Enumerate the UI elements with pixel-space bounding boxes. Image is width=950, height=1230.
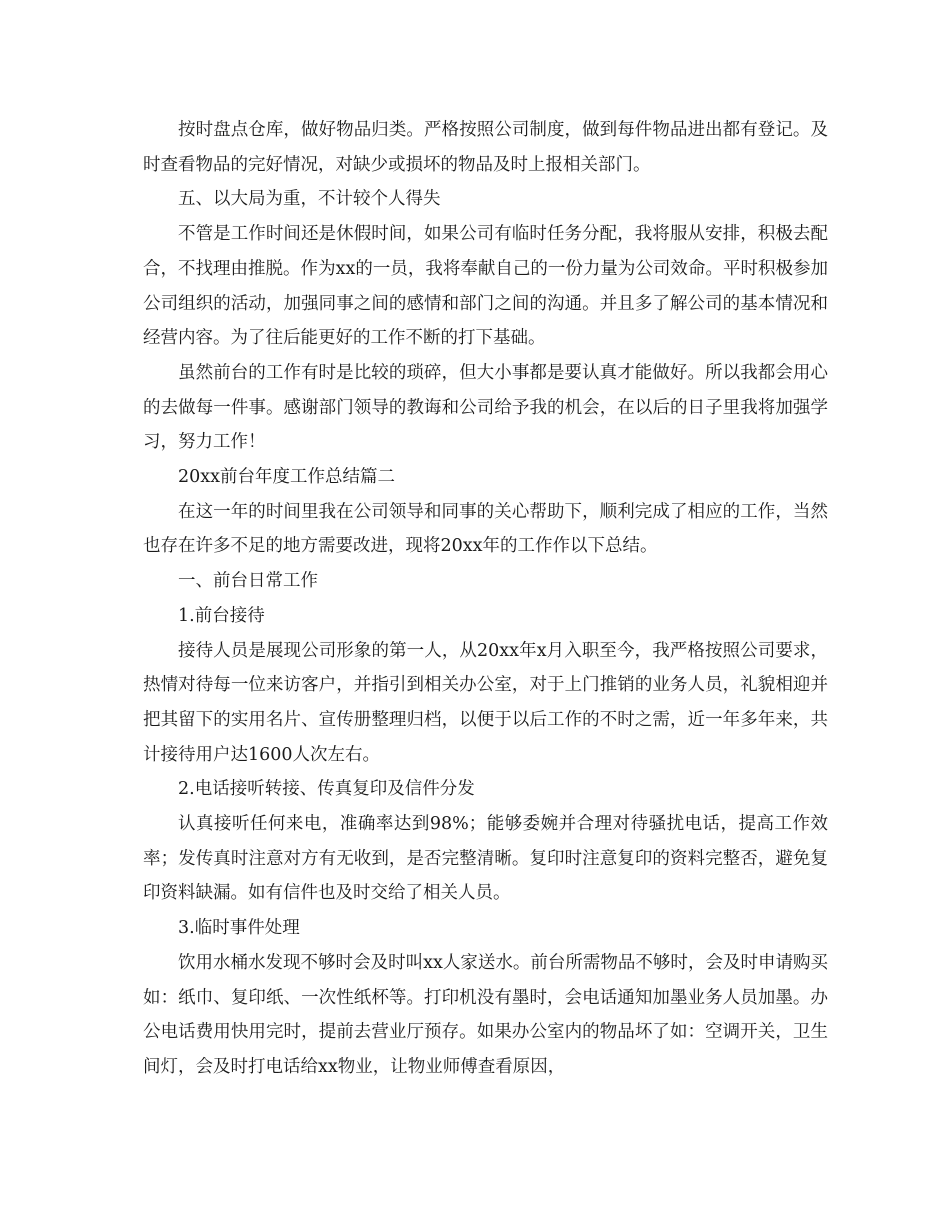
heading-section-five: 五、以大局为重，不计较个人得失 [178, 189, 441, 210]
paragraph-cooperation: 不管是工作时间还是休假时间，如果公司有临时任务分配，我将服从安排，积极去配合，不找理由推脱。作为xx的一员，我将奉献自己的一份力量为公司效命。平时积极参加公司组织的活动，加强同事之间的感情和部门之间的沟通。并且多了解公司的基本情况和经营内容。为了往后能更好的工作不断的打下基础。 [143, 224, 828, 349]
heading-daily-work: 一、前台日常工作 [178, 571, 318, 592]
paragraph-conclusion: 虽然前台的工作有时是比较的琐碎，但大小事都是要认真才能做好。所以我都会用心的去做每一件事。感谢部门领导的教诲和公司给予我的机会，在以后的日子里我将加强学习，努力工作！ [143, 362, 828, 453]
heading-part-two: 20xx前台年度工作总结篇二 [178, 467, 396, 488]
paragraph-temporary-events: 饮用水桶水发现不够时会及时叫xx人家送水。前台所需物品不够时，会及时申请购买如：纸巾、复印纸、一次性纸杯等。打印机没有墨时，会电话通知加墨业务人员加墨。办公电话费用快用完时，提前去营业厅预存。如果办公室内的物品坏了如：空调开关，卫生间灯，会及时打电话给xx物业，让物业师傅查看原因， [143, 952, 828, 1077]
paragraph-phone-fax: 认真接听任何来电，准确率达到98%；能够委婉并合理对待骚扰电话，提高工作效率；发传真时注意对方有无收到，是否完整清晰。复印时注意复印的资料完整否，避免复印资料缺漏。如有信件也及时交给了相关人员。 [143, 814, 828, 904]
paragraph-reception: 接待人员是展现公司形象的第一人，从20xx年x月入职至今，我严格按照公司要求，热情对待每一位来访客户，并指引到相关办公室，对于上门推销的业务人员，礼貌相迎并把其留下的实用名片、宣传册整理归档，以便于以后工作的不时之需，近一年多年来，共计接待用户达1600人次左右。 [143, 640, 828, 765]
heading-reception: 1.前台接待 [178, 605, 265, 626]
heading-temporary-events: 3.临时事件处理 [178, 918, 300, 939]
document-page [143, 113, 828, 1085]
paragraph-intro: 在这一年的时间里我在公司领导和同事的关心帮助下，顺利完成了相应的工作，当然也存在许多不足的地方需要改进，现将20xx年的工作作以下总结。 [143, 501, 828, 557]
paragraph-warehouse: 按时盘点仓库，做好物品归类。严格按照公司制度，做到每件物品进出都有登记。及时查看物品的完好情况，对缺少或损坏的物品及时上报相关部门。 [143, 120, 828, 175]
heading-phone-fax: 2.电话接听转接、传真复印及信件分发 [178, 779, 475, 800]
